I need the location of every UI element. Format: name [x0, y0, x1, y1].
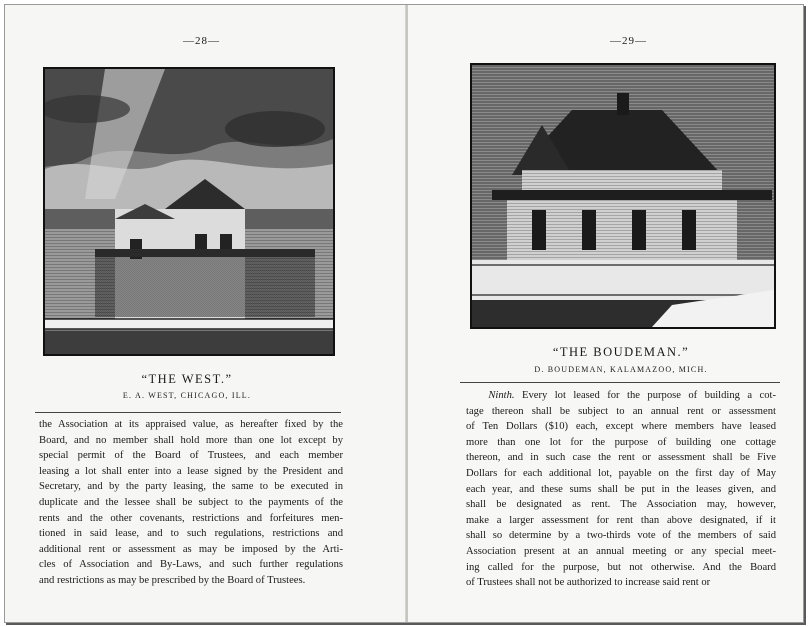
plate-credit: E. A. WEST, CHICAGO, ILL.	[122, 391, 252, 400]
text-line: Association present at an annual meeting or any special meet-	[466, 545, 776, 557]
text-line: shall be designated as rent. The Association may, however,	[466, 499, 776, 511]
engraving-illustration	[45, 69, 333, 354]
text-line: Secretary, and by the party leasing, the same to be executed in	[39, 481, 343, 493]
text-line: make a larger assessment for rent than above designated, if it	[466, 514, 776, 526]
text-line: additional rent or assessment as may be imposed by the Arti-	[39, 543, 343, 555]
plate-caption: “THE WEST.”	[141, 372, 233, 386]
west-cottage-engraving	[43, 67, 335, 356]
text-line: Board, and no member shall hold more than one lot except by	[39, 434, 343, 446]
divider-rule	[35, 412, 341, 413]
text-line: ing called for the purpose, but not otherwise. And the Board	[466, 561, 776, 573]
text-line: leasing a lot shall enter into a lease signed by the President and	[39, 465, 343, 477]
text-line: and restrictions as may be prescribed by the Board of Trustees.	[39, 574, 306, 586]
boudeman-cottage-engraving	[470, 63, 776, 329]
text-line: thereon, and in such case the rent or assessment shall be Five	[466, 452, 776, 464]
body-text	[39, 417, 343, 589]
text-line: cles of Association and By-Laws, and such further regulations	[39, 559, 343, 571]
body-text	[466, 388, 776, 591]
plate-credit: D. BOUDEMAN, KALAMAZOO, MICH.	[534, 365, 708, 374]
text-line: each year, and these sums shall be put in the leases given, and	[466, 483, 776, 495]
text-line: the Association at its appraised value, as hereafter fixed by the	[39, 419, 343, 430]
plate-caption: “THE BOUDEMAN.”	[552, 345, 690, 359]
book-spread	[4, 4, 804, 623]
right-page	[408, 5, 803, 622]
engraving-illustration	[472, 65, 774, 327]
page-number: —29—	[610, 35, 647, 47]
left-page	[5, 5, 407, 622]
text-line: tioned in said lease, and to such regulations, restrictions and	[39, 528, 343, 540]
text-line: shall so determine by a two-thirds vote of the members of said	[466, 530, 776, 542]
section-label: Ninth.	[488, 390, 515, 401]
text-line: tage thereon shall be subject to an annual rent or assessment	[466, 405, 776, 417]
text-line: Ninth. Every lot leased for the purpose of building a cot-	[488, 390, 776, 401]
text-line: rents and the other covenants, restrictions and forfeitures men-	[39, 512, 343, 524]
page-number: —28—	[183, 35, 220, 47]
divider-rule	[460, 382, 780, 383]
text-line: special permit of the Board of Trustees, and each member	[39, 450, 343, 462]
text-line: duplicate and the lessee shall be subject to the payments of the	[39, 496, 343, 508]
text-line: of Trustees shall not be authorized to increase said rent or	[466, 577, 711, 589]
text-line: more than one lot for the purpose of building one cottage	[466, 436, 776, 448]
text-line: of Ten Dollars ($10) each, except where members have leased	[466, 421, 776, 433]
text-line: Dollars for each additional lot, payable on the first day of May	[466, 467, 776, 479]
